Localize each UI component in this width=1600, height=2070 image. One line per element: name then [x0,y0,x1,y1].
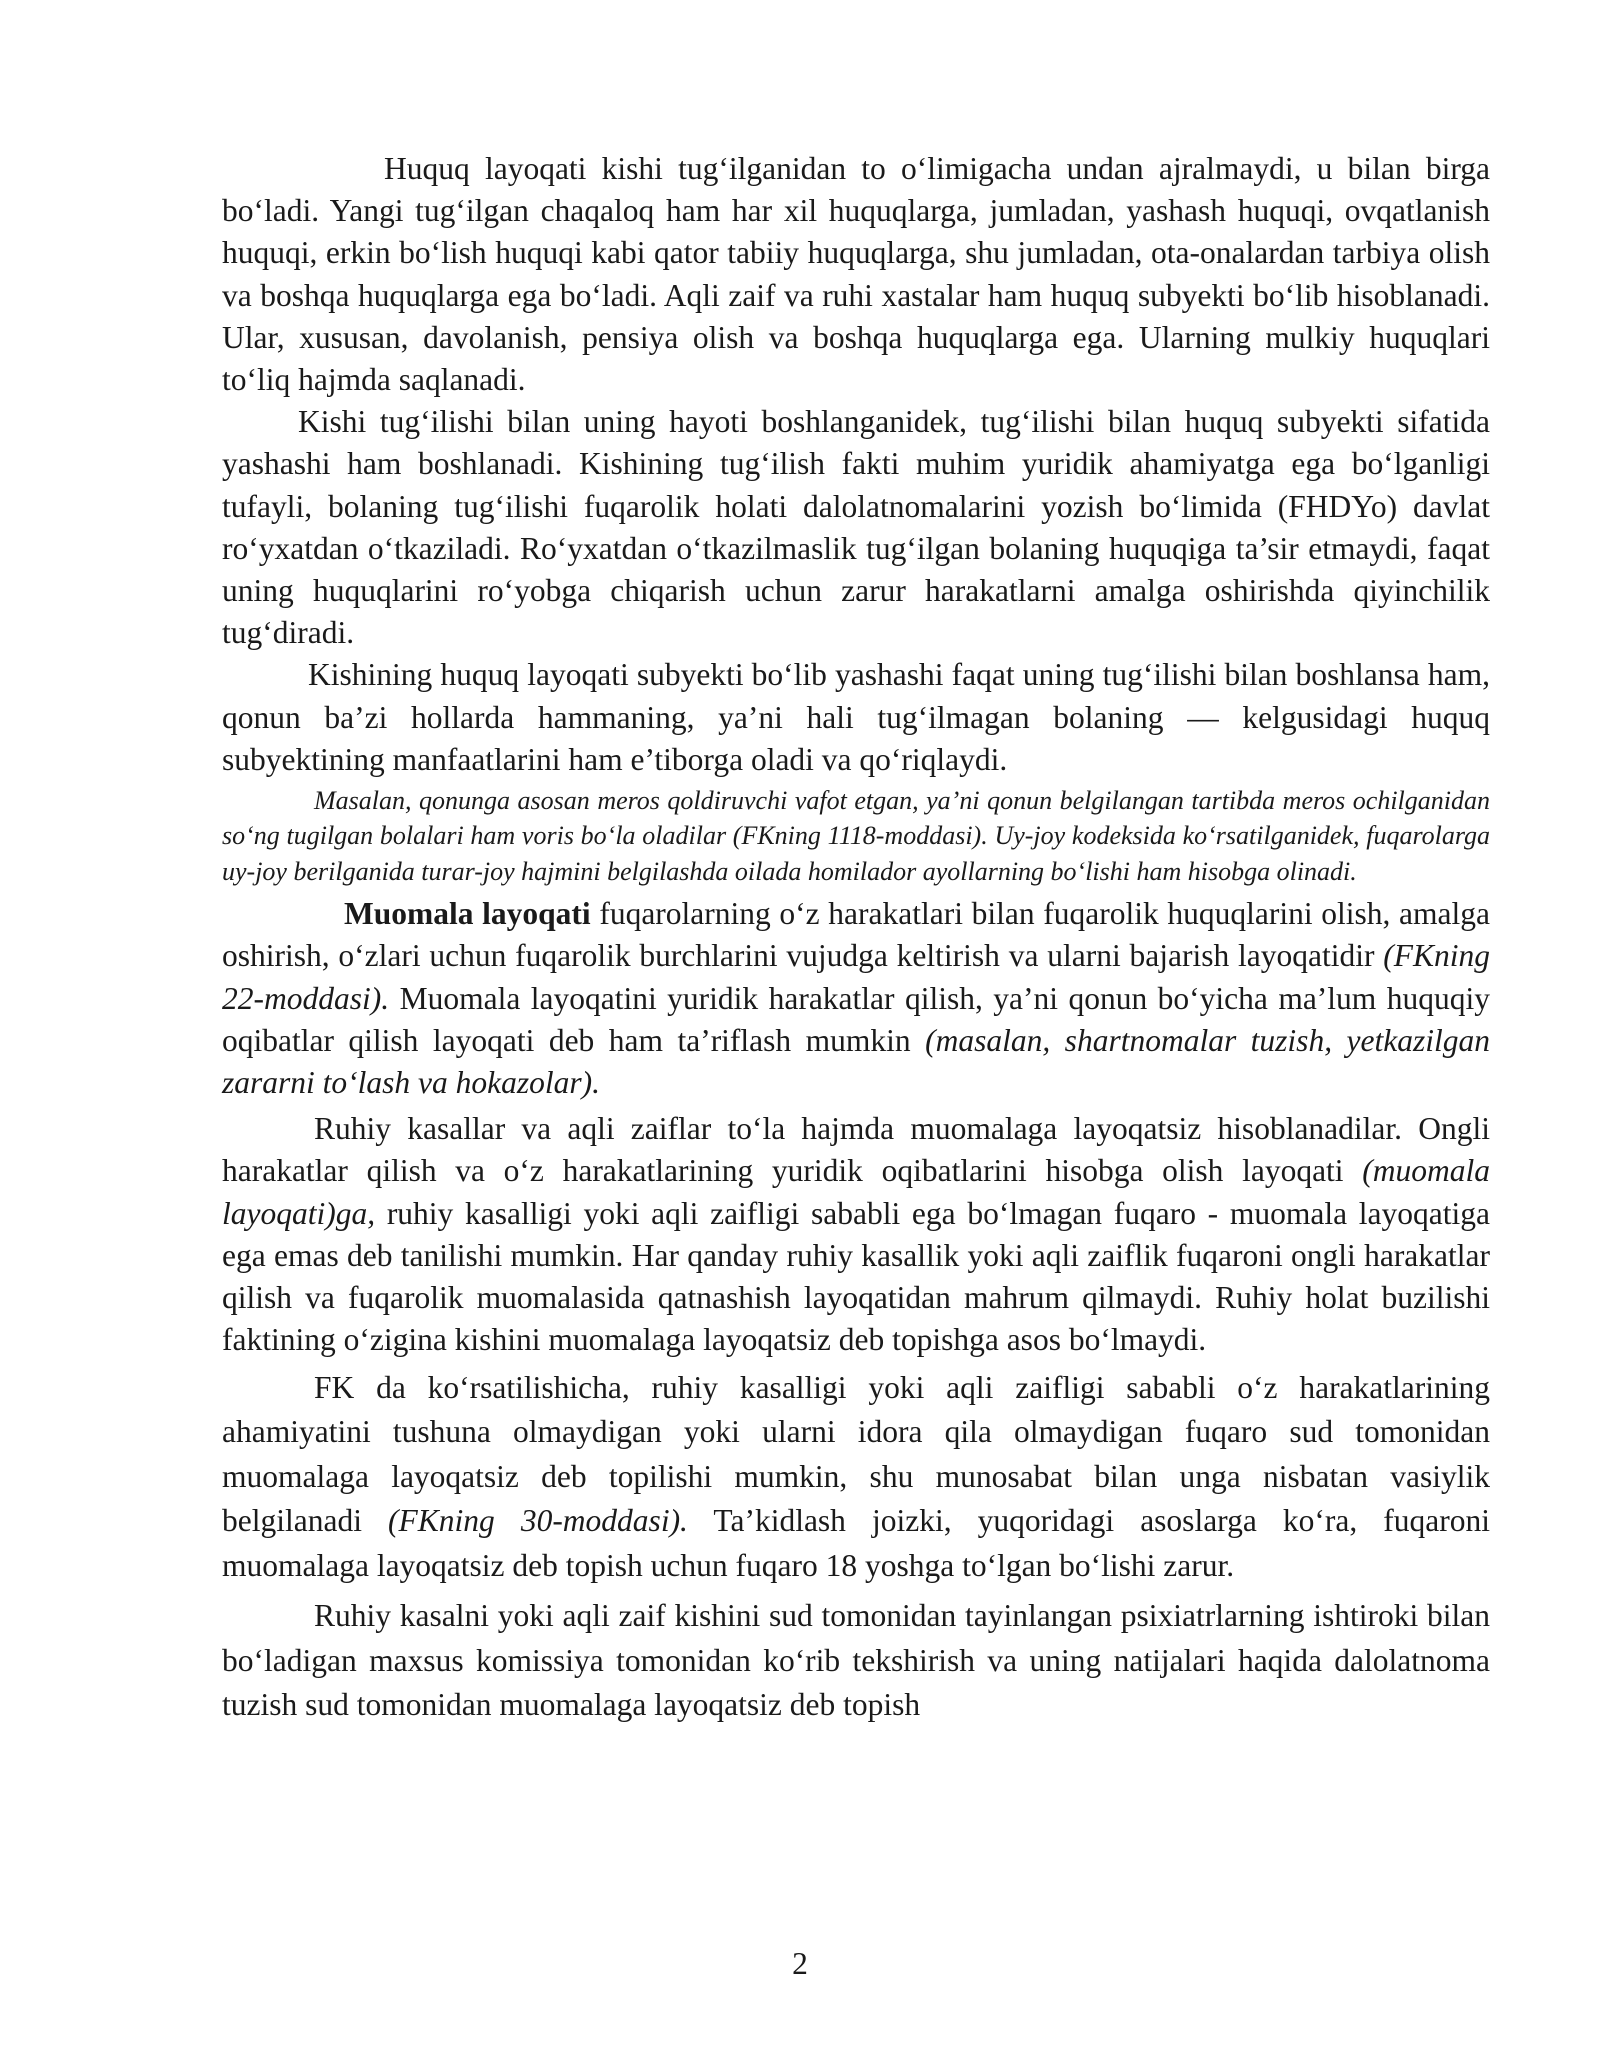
text-segment: fuqarolarning o‘z harakatlari bilan fuqarolik huquqlarini olish, amalga oshirish, o‘zlari uchun fuqarolik burchlarini vujudga keltirish va ularni bajarish layoqatidir [222,896,1490,974]
text-segment: Ta’kidlash joizki, yuqoridagi asoslarga ko‘ra, fuqaroni muomalaga layoqatsiz deb topish uchun fuqaro 18 yoshga to‘lgan bo‘lishi zarur. [222,1503,1490,1583]
paragraph-psychiatric-commission: Ruhiy kasalni yoki aqli zaif kishini sud tomonidan tayinlangan psixiatrlarning ishtiroki bilan bo‘ladigan maxsus komissiya tomonidan ko‘rib tekshirish va uning natijalari haqida dalolatnoma tuzish sud tomonidan muomalaga layoqatsiz deb topish [222,1598,1490,1722]
legal-reference: (FKning 30-moddasi). [388,1503,688,1538]
legal-reference: (FKning 22-moddasi). [222,938,1490,1016]
paragraph-mental-illness [222,1108,1490,1361]
page-number: 2 [792,1946,808,1981]
paragraph-birth-registration: Kishi tug‘ilishi bilan uning hayoti boshlanganidek, tug‘ilishi bilan huquq subyekti sifatida yashashi ham boshlanadi. Kishining tug‘ilish fakti muhim yuridik ahamiyatga ega bo‘lganligi tufayli, bolaning tug‘ilishi fuqarolik holati dalolatnomalarini yozish bo‘limida (FHDYo) davlat ro‘yxatdan o‘tkaziladi. Ro‘yxatdan o‘tkazilmaslik tug‘ilgan bolaning huquqiga ta’sir etmaydi, faqat uning huquqlarini ro‘yobga chiqarish uchun zarur harakatlarni amalga oshirishda qiyinchilik tug‘diradi. [222,404,1490,651]
paragraph-unborn-child-interests: Kishining huquq layoqati subyekti bo‘lib yashashi faqat uning tug‘ilishi bilan boshlansa ham, qonun ba’zi hollarda hammaning, ya’ni hali tug‘ilmagan bolaning — kelgusidagi huquq subyektining manfaatlarini ham e’tiborga oladi va qo‘riqlaydi. [222,657,1490,777]
paragraph-incapacity-ruling [222,1366,1490,1589]
page-body [222,148,1490,1728]
text-segment: Ruhiy kasallar va aqli zaiflar to‘la hajmda muomalaga layoqatsiz hisoblanadilar. Ongli harakatlar qilish va o‘z harakatlarining yuridik oqibatlarini hisobga olish layoqati [222,1111,1490,1189]
example-note: Masalan, qonunga asosan meros qoldiruvchi vafot etgan, ya’ni qonun belgilangan tartibda meros ochilganidan so‘ng tugilgan bolalari ham voris bo‘la oladilar (FKning 1118-moddasi). Uy-joy kodeksida ko‘rsatilganidek, fuqarolarga uy-joy berilganida turar-joy hajmini belgilashda oilada homilador ayollarning bo‘lishi ham hisobga olinadi. [222,786,1490,886]
term-muomala-layoqati: Muomala layoqati [344,896,591,932]
text-segment: ruhiy kasalligi yoki aqli zaifligi sababli ega bo‘lmagan fuqaro - muomala layoqatiga ega emas deb tanilishi mumkin. Har qanday ruhiy kasallik yoki aqli zaiflik fuqaroni ongli harakatlar qilish va fuqarolik muomalasida qatnashish layoqatidan mahrum qilmaydi. Ruhiy holat buzilishi faktining o‘zigina kishini muomalaga layoqatsiz deb topishga asos bo‘lmaydi. [222,1195,1490,1358]
paragraph-active-capacity [222,893,1490,1104]
term-reference: (muomala layoqati)ga, [222,1153,1490,1231]
example-reference: (masalan, shartnomalar tuzish, yetkazilgan zararni to‘lash va hokazolar). [222,1022,1490,1101]
paragraph-legal-capacity: Huquq layoqati kishi tug‘ilganidan to o‘limigacha undan ajralmaydi, u bilan birga bo‘ladi. Yangi tug‘ilgan chaqaloq ham har xil huquqlarga, jumladan, yashash huquqi, ovqatlanish huquqi, erkin bo‘lish huquqi kabi qator tabiiy huquqlarga, shu jumladan, ota-onalardan tarbiya olish va boshqa huquqlarga ega bo‘ladi. Aqli zaif va ruhi xastalar ham huquq subyekti bo‘lib hisoblanadi. Ular, xususan, davolanish, pensiya olish va boshqa huquqlarga ega. Ularning mulkiy huquqlari to‘liq hajmda saqlanadi. [222,151,1490,398]
text-segment: Muomala layoqatini yuridik harakatlar qilish, ya’ni qonun bo‘yicha ma’lum huquqiy oqibatlar qilish layoqati deb ham ta’riflash mumkin [222,980,1490,1058]
text-segment: FK da ko‘rsatilishicha, ruhiy kasalligi yoki aqli zaifligi sababli o‘z harakatlarining ahamiyatini tushuna olmaydigan yoki ularni idora qila olmaydigan fuqaro sud tomonidan muomalaga layoqatsiz deb topilishi mumkin, shu munosabat bilan unga nisbatan vasiylik belgilanadi [222,1369,1490,1538]
